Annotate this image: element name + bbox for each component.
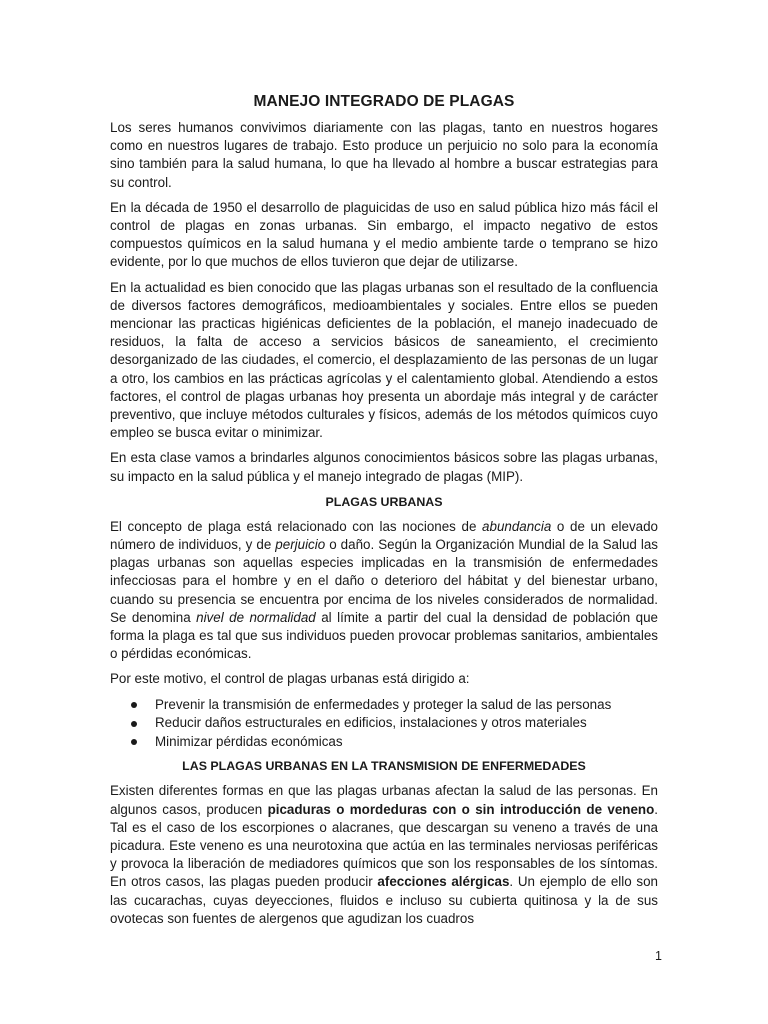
- intro-paragraph-3: En la actualidad es bien conocido que las plagas urbanas son el resultado de la confluencia de diversos factores demográficos, medioambientales y sociales. Entre ellos se pueden mencionar las practicas higiénicas deficientes de la población, el manejo inadecuado de residuos, la falta de acceso a servicios básicos de saneamiento, el crecimiento desorganizado de las ciudades, el comercio, el desplazamiento de las personas de un lugar a otro, los cambios en las prácticas agrícolas y el calentamiento global. Atendiendo a estos factores, el control de plagas urbanas hoy presenta un abordaje más integral y de carácter preventivo, que incluye métodos culturales y físicos, además de los métodos químicos cuyo empleo se busca evitar o minimizar.: [110, 279, 658, 441]
- list-item: [110, 733, 658, 752]
- intro-paragraph-2: En la década de 1950 el desarrollo de plaguicidas de uso en salud pública hizo más fácil el control de plagas en zonas urbanas. Sin embargo, el impacto negativo de estos compuestos químicos en la salud humana y el medio ambiente tarde o temprano se hizo evidente, por lo que muchos de ellos tuvieron que dejar de utilizarse.: [110, 199, 658, 270]
- text-run: . Un ejemplo de ello son las cucarachas, cuyas deyecciones, fluidos e incluso su cubierta quitinosa y la de sus ovotecas son fuentes de alergenos que agudizan los cuadros: [110, 874, 658, 926]
- section-heading-plagas-urbanas: PLAGAS URBANAS: [325, 494, 443, 509]
- control-goals-list: [110, 696, 658, 752]
- plaga-definition-paragraph: [110, 518, 658, 664]
- text-run: al límite a partir del cual la densidad de población que forma la plaga es tal que sus individuos pueden provocar problemas sanitarios, ambientales o pérdidas económicas.: [110, 609, 659, 662]
- document-title: MANEJO INTEGRADO DE PLAGAS: [253, 93, 515, 110]
- list-item-text: Reducir daños estructurales en edificios, instalaciones y otros materiales: [155, 715, 587, 731]
- list-item-text: Prevenir la transmisión de enfermedades y proteger la salud de las personas: [155, 696, 612, 712]
- page-number: 1: [655, 949, 662, 963]
- text-run: o de un elevado número de individuos, y de: [110, 518, 658, 553]
- text-run: . Tal es el caso de los escorpiones o alacranes, que descargan su veneno a través de una picadura. Este veneno es una neurotoxina que actúa en las terminales nerviosas periféricas y provoca la liberación de mediadores químicos que son los responsables de los síntomas. En otros casos, las plagas pueden producir: [110, 801, 659, 890]
- italic-term-abundancia: abundancia: [482, 518, 552, 534]
- bold-term-afecciones-alergicas: afecciones alérgicas: [377, 874, 510, 890]
- italic-term-perjuicio: perjuicio: [275, 537, 326, 553]
- section-heading-transmision: LAS PLAGAS URBANAS EN LA TRANSMISION DE ENFERMEDADES: [182, 759, 586, 774]
- italic-term-nivel-de-normalidad: nivel de normalidad: [196, 609, 316, 625]
- list-item-text: Minimizar pérdidas económicas: [155, 733, 343, 749]
- intro-paragraph-4: En esta clase vamos a brindarles algunos conocimientos básicos sobre las plagas urbanas, su impacto en la salud pública y el manejo integrado de plagas (MIP).: [110, 450, 658, 484]
- intro-paragraph-1: Los seres humanos convivimos diariamente con las plagas, tanto en nuestros hogares como en nuestros lugares de trabajo. Esto produce un perjuicio no solo para la economía sino también para la salud humana, lo que ha llevado al hombre a buscar estrategias para su control.: [110, 120, 658, 190]
- bullet-icon: [131, 702, 137, 708]
- list-item: [110, 696, 658, 715]
- text-run: Existen diferentes formas en que las plagas urbanas afectan la salud de las personas. En algunos casos, producen: [110, 783, 658, 817]
- control-objective-paragraph: Por este motivo, el control de plagas urbanas está dirigido a:: [110, 671, 470, 687]
- bold-term-picaduras: picaduras o mordeduras con o sin introducción de veneno: [267, 801, 655, 817]
- text-run: El concepto de plaga está relacionado con las nociones de: [110, 518, 483, 534]
- list-item: [110, 714, 658, 733]
- document-body: [110, 92, 658, 935]
- bullet-icon: [131, 721, 137, 727]
- bullet-icon: [131, 739, 137, 745]
- text-run: o daño. Según la Organización Mundial de la Salud las plagas urbanas son aquellas especies implicadas en la transmisión de enfermedades infecciosas para el hombre y en el daño o deterioro del hábitat y del bienestar urbano, cuando su presencia se encuentra por encima de los niveles considerados de normalidad. Se denomina: [110, 537, 659, 625]
- transmission-paragraph: [110, 782, 658, 928]
